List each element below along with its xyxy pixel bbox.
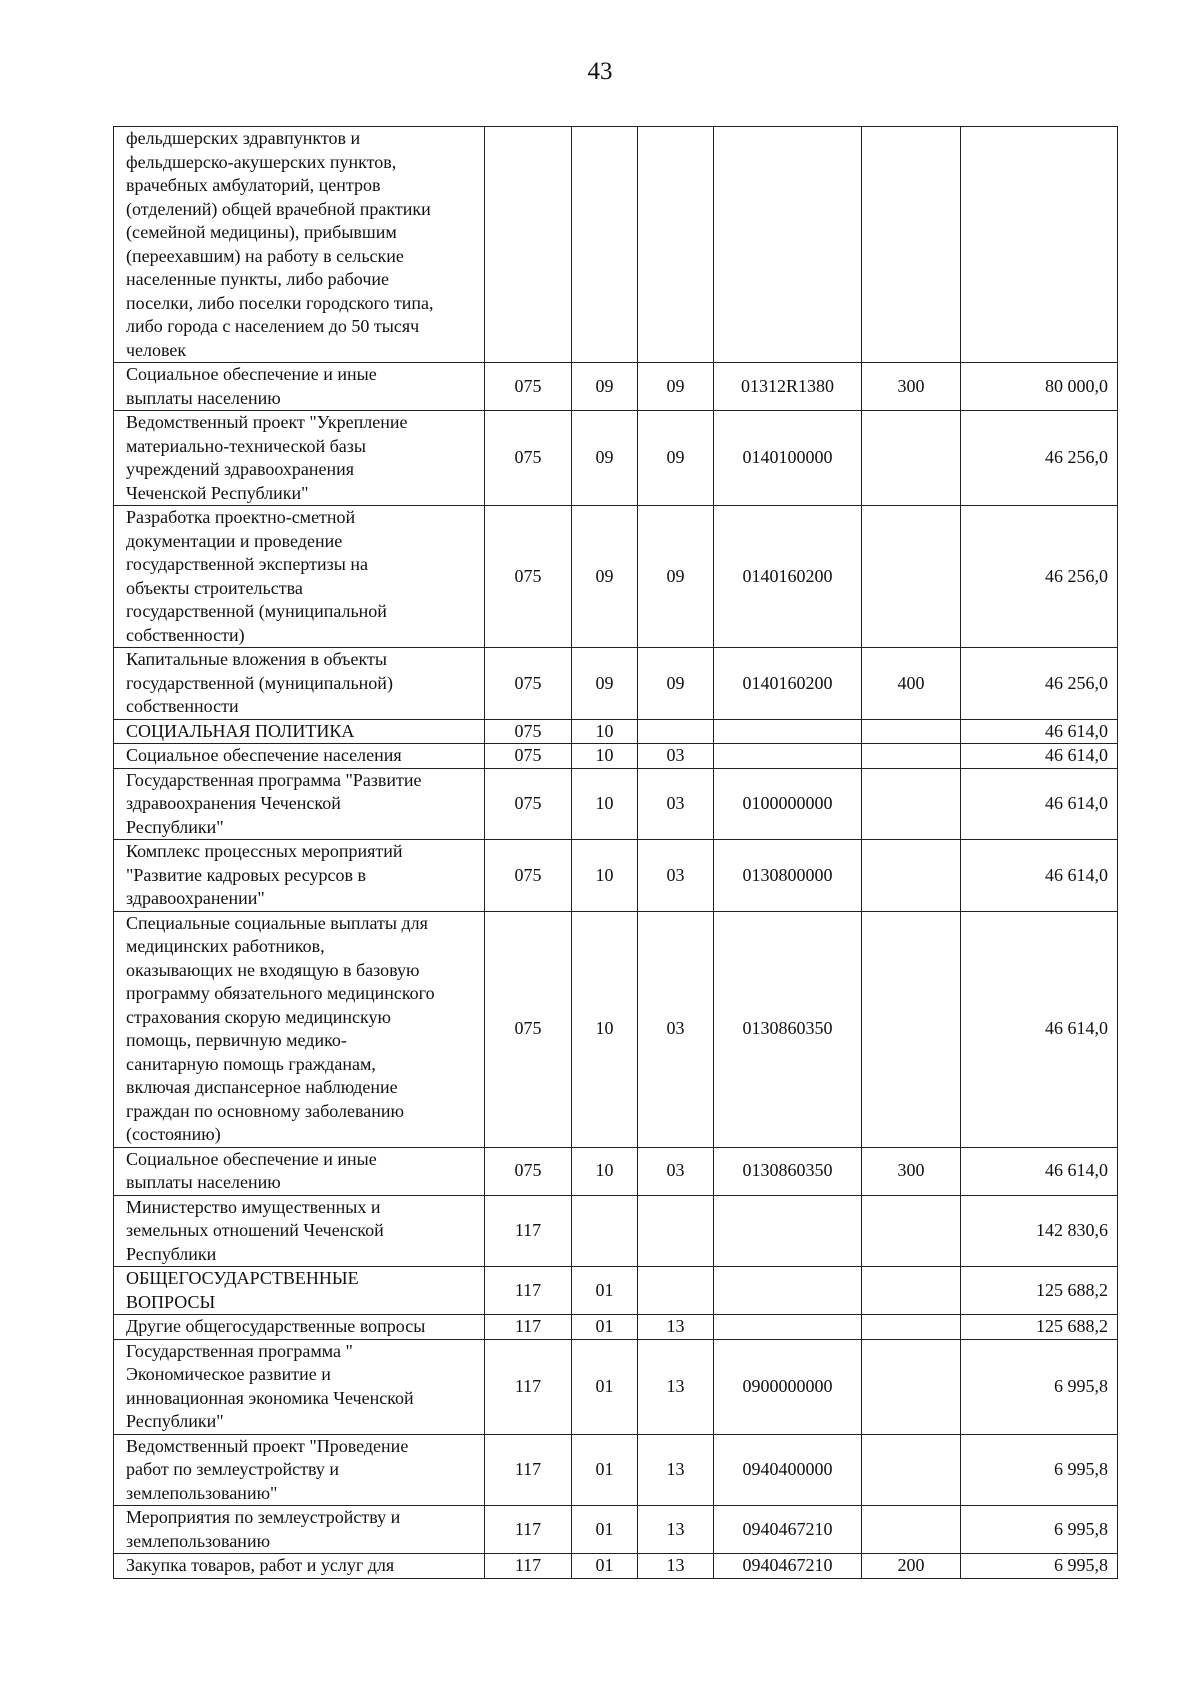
cell-target-article-code xyxy=(714,744,862,769)
item-name-line: Специальные социальные выплаты для xyxy=(126,912,428,933)
cell-section-code: 01 xyxy=(572,1434,638,1506)
item-name-line: Социальное обеспечение населения xyxy=(126,745,402,765)
cell-amount xyxy=(961,127,1118,363)
cell-ved-code: 117 xyxy=(485,1315,572,1340)
table-row xyxy=(114,1195,1118,1267)
cell-item-name xyxy=(114,1434,485,1506)
cell-ved-code: 117 xyxy=(485,1506,572,1554)
cell-target-article-code: 0130800000 xyxy=(714,840,862,912)
cell-section-code: 10 xyxy=(572,768,638,840)
cell-section-code: 10 xyxy=(572,840,638,912)
item-name-line: Ведомственный проект "Укрепление xyxy=(126,412,408,432)
item-name-line: материально-технической базы xyxy=(126,435,366,456)
cell-expense-type-code xyxy=(862,840,961,912)
cell-amount: 80 000,0 xyxy=(961,363,1118,411)
item-name-line: врачебных амбулаторий, центров xyxy=(126,175,381,195)
item-name-line: Республики" xyxy=(126,1411,224,1431)
cell-subsection-code xyxy=(638,719,714,744)
item-name-line: инновационная экономика Чеченской xyxy=(126,1387,414,1408)
cell-target-article-code: 0140160200 xyxy=(714,648,862,720)
cell-expense-type-code: 300 xyxy=(862,1147,961,1195)
cell-section-code: 01 xyxy=(572,1506,638,1554)
cell-section-code: 01 xyxy=(572,1339,638,1434)
cell-ved-code: 117 xyxy=(485,1434,572,1506)
page-number: 43 xyxy=(587,58,613,85)
cell-amount: 46 614,0 xyxy=(961,911,1118,1147)
cell-item-name xyxy=(114,127,485,363)
item-name-line: Ведомственный проект "Проведение xyxy=(126,1435,409,1456)
item-name-line: Другие общегосударственные вопросы xyxy=(126,1316,426,1336)
cell-subsection-code: 13 xyxy=(638,1339,714,1434)
item-name-line: Республики xyxy=(126,1243,217,1264)
cell-section-code: 09 xyxy=(572,363,638,411)
cell-ved-code: 075 xyxy=(485,506,572,648)
cell-ved-code: 075 xyxy=(485,1147,572,1195)
cell-ved-code: 075 xyxy=(485,411,572,506)
cell-ved-code xyxy=(485,127,572,363)
table-row xyxy=(114,648,1118,720)
cell-item-name xyxy=(114,911,485,1147)
cell-target-article-code xyxy=(714,1195,862,1267)
item-name-line: включая диспансерное наблюдение xyxy=(126,1077,398,1097)
cell-item-name xyxy=(114,1147,485,1195)
table-row xyxy=(114,1554,1118,1579)
item-name-line: собственности xyxy=(126,696,239,716)
item-name-line: (состоянию) xyxy=(126,1124,221,1144)
item-name-line: земельных отношений Чеченской xyxy=(126,1220,384,1240)
cell-amount: 46 614,0 xyxy=(961,768,1118,840)
cell-item-name xyxy=(114,1554,485,1579)
table-row xyxy=(114,1339,1118,1434)
item-name-line: медицинских работников, xyxy=(126,936,325,956)
cell-target-article-code: 0940467210 xyxy=(714,1554,862,1579)
item-name-line: граждан по основному заболеванию xyxy=(126,1100,404,1121)
item-name-line: выплаты населению xyxy=(126,1172,281,1192)
item-name-line: (отделений) общей врачебной практики xyxy=(126,198,431,219)
cell-expense-type-code xyxy=(862,1339,961,1434)
item-name-line: выплаты населению xyxy=(126,387,281,408)
table-row xyxy=(114,1434,1118,1506)
item-name-line: Государственная программа " xyxy=(126,1340,353,1361)
cell-expense-type-code: 400 xyxy=(862,648,961,720)
item-name-line: программу обязательного медицинского xyxy=(126,983,435,1003)
table-row xyxy=(114,1506,1118,1554)
cell-section-code: 01 xyxy=(572,1554,638,1579)
item-name-line: Министерство имущественных и xyxy=(126,1196,381,1217)
cell-ved-code: 117 xyxy=(485,1554,572,1579)
cell-expense-type-code xyxy=(862,411,961,506)
item-name-line: (семейной медицины), прибывшим xyxy=(126,222,397,242)
cell-section-code: 09 xyxy=(572,648,638,720)
table-row xyxy=(114,1315,1118,1340)
cell-section-code: 10 xyxy=(572,744,638,769)
table-row xyxy=(114,411,1118,506)
cell-subsection-code: 03 xyxy=(638,1147,714,1195)
table-row xyxy=(114,911,1118,1147)
item-name-line: Комплекс процессных мероприятий xyxy=(126,841,403,861)
cell-item-name xyxy=(114,1195,485,1267)
cell-ved-code: 075 xyxy=(485,911,572,1147)
cell-expense-type-code xyxy=(862,506,961,648)
item-name-line: работ по землеустройству и xyxy=(126,1459,340,1479)
item-name-line: Мероприятия по землеустройству и xyxy=(126,1507,401,1527)
cell-subsection-code: 03 xyxy=(638,744,714,769)
cell-ved-code: 075 xyxy=(485,840,572,912)
cell-section-code xyxy=(572,127,638,363)
cell-section-code xyxy=(572,1195,638,1267)
item-name-line: населенные пункты, либо рабочие xyxy=(126,269,390,289)
item-name-line: здравоохранении" xyxy=(126,888,265,908)
item-name-line: оказывающих не входящую в базовую xyxy=(126,959,420,980)
cell-expense-type-code: 200 xyxy=(862,1554,961,1579)
cell-item-name xyxy=(114,648,485,720)
cell-item-name xyxy=(114,719,485,744)
item-name-line: фельдшерско-акушерских пунктов, xyxy=(126,151,397,172)
cell-target-article-code: 0940467210 xyxy=(714,1506,862,1554)
cell-item-name xyxy=(114,1339,485,1434)
cell-section-code: 10 xyxy=(572,1147,638,1195)
cell-item-name xyxy=(114,840,485,912)
cell-subsection-code: 09 xyxy=(638,411,714,506)
cell-ved-code: 075 xyxy=(485,744,572,769)
item-name-line: объекты строительства xyxy=(126,577,303,598)
item-name-line: Закупка товаров, работ и услуг для xyxy=(126,1555,395,1575)
cell-expense-type-code xyxy=(862,1506,961,1554)
item-name-line: страхования скорую медицинскую xyxy=(126,1006,391,1027)
cell-target-article-code: 0900000000 xyxy=(714,1339,862,1434)
cell-expense-type-code xyxy=(862,911,961,1147)
cell-ved-code: 075 xyxy=(485,648,572,720)
item-name-line: Чеченской Республики" xyxy=(126,482,309,503)
cell-section-code: 01 xyxy=(572,1267,638,1315)
budget-table xyxy=(113,126,1118,1579)
table-row xyxy=(114,1267,1118,1315)
cell-amount: 6 995,8 xyxy=(961,1339,1118,1434)
item-name-line: здравоохранения Чеченской xyxy=(126,793,341,813)
table-row xyxy=(114,744,1118,769)
cell-amount: 46 614,0 xyxy=(961,719,1118,744)
cell-target-article-code: 0130860350 xyxy=(714,911,862,1147)
item-name-line: государственной (муниципальной xyxy=(126,601,387,621)
cell-section-code: 10 xyxy=(572,911,638,1147)
item-name-line: помощь, первичную медико- xyxy=(126,1030,347,1050)
cell-target-article-code: 0140100000 xyxy=(714,411,862,506)
item-name-line: человек xyxy=(126,339,187,360)
cell-amount: 125 688,2 xyxy=(961,1267,1118,1315)
table-row xyxy=(114,363,1118,411)
item-name-line: Государственная программа "Развитие xyxy=(126,769,422,790)
item-name-line: Разработка проектно-сметной xyxy=(126,507,356,527)
cell-ved-code: 075 xyxy=(485,768,572,840)
cell-expense-type-code xyxy=(862,1195,961,1267)
cell-expense-type-code: 300 xyxy=(862,363,961,411)
item-name-line: землепользованию xyxy=(126,1530,271,1551)
cell-amount: 46 614,0 xyxy=(961,744,1118,769)
cell-expense-type-code xyxy=(862,1315,961,1340)
cell-amount: 6 995,8 xyxy=(961,1554,1118,1579)
item-name-line: Социальное обеспечение и иные xyxy=(126,1148,377,1169)
cell-subsection-code: 03 xyxy=(638,911,714,1147)
item-name-line: землепользованию" xyxy=(126,1482,278,1503)
cell-target-article-code xyxy=(714,127,862,363)
item-name-line: ВОПРОСЫ xyxy=(126,1291,216,1312)
cell-subsection-code: 09 xyxy=(638,506,714,648)
cell-item-name xyxy=(114,363,485,411)
cell-subsection-code: 13 xyxy=(638,1315,714,1340)
cell-section-code: 09 xyxy=(572,411,638,506)
cell-ved-code: 075 xyxy=(485,363,572,411)
cell-subsection-code xyxy=(638,127,714,363)
item-name-line: учреждений здравоохранения xyxy=(126,459,355,479)
cell-target-article-code: 0130860350 xyxy=(714,1147,862,1195)
cell-subsection-code: 03 xyxy=(638,840,714,912)
item-name-line: "Развитие кадровых ресурсов в xyxy=(126,864,366,885)
table-row xyxy=(114,719,1118,744)
table-row xyxy=(114,127,1118,363)
cell-item-name xyxy=(114,744,485,769)
cell-section-code: 01 xyxy=(572,1315,638,1340)
cell-amount: 46 614,0 xyxy=(961,840,1118,912)
cell-amount: 6 995,8 xyxy=(961,1506,1118,1554)
cell-subsection-code: 09 xyxy=(638,363,714,411)
item-name-line: ОБЩЕГОСУДАРСТВЕННЫЕ xyxy=(126,1268,359,1288)
cell-subsection-code: 09 xyxy=(638,648,714,720)
item-name-line: Республики" xyxy=(126,816,224,837)
cell-item-name xyxy=(114,768,485,840)
item-name-line: СОЦИАЛЬНАЯ ПОЛИТИКА xyxy=(126,720,355,741)
cell-amount: 46 256,0 xyxy=(961,506,1118,648)
table-row xyxy=(114,506,1118,648)
table-body xyxy=(114,127,1118,1579)
cell-ved-code: 117 xyxy=(485,1339,572,1434)
cell-subsection-code: 13 xyxy=(638,1506,714,1554)
cell-amount: 46 256,0 xyxy=(961,648,1118,720)
cell-subsection-code: 03 xyxy=(638,768,714,840)
item-name-line: либо города с населением до 50 тысяч xyxy=(126,316,420,336)
cell-expense-type-code xyxy=(862,1434,961,1506)
cell-ved-code: 075 xyxy=(485,719,572,744)
cell-amount: 46 614,0 xyxy=(961,1147,1118,1195)
cell-subsection-code xyxy=(638,1195,714,1267)
item-name-line: документации и проведение xyxy=(126,530,343,551)
table-row xyxy=(114,1147,1118,1195)
cell-amount: 125 688,2 xyxy=(961,1315,1118,1340)
cell-item-name xyxy=(114,1506,485,1554)
cell-item-name xyxy=(114,411,485,506)
cell-expense-type-code xyxy=(862,719,961,744)
cell-ved-code: 117 xyxy=(485,1195,572,1267)
cell-target-article-code: 0100000000 xyxy=(714,768,862,840)
cell-expense-type-code xyxy=(862,768,961,840)
cell-ved-code: 117 xyxy=(485,1267,572,1315)
cell-target-article-code xyxy=(714,719,862,744)
cell-section-code: 10 xyxy=(572,719,638,744)
cell-section-code: 09 xyxy=(572,506,638,648)
cell-subsection-code xyxy=(638,1267,714,1315)
cell-item-name xyxy=(114,1315,485,1340)
item-name-line: государственной (муниципальной) xyxy=(126,672,393,693)
cell-expense-type-code xyxy=(862,1267,961,1315)
item-name-line: собственности) xyxy=(126,624,245,645)
item-name-line: (переехавшим) на работу в сельские xyxy=(126,245,404,266)
cell-amount: 142 830,6 xyxy=(961,1195,1118,1267)
cell-item-name xyxy=(114,1267,485,1315)
item-name-line: государственной экспертизы на xyxy=(126,554,369,574)
cell-target-article-code xyxy=(714,1315,862,1340)
item-name-line: Капитальные вложения в объекты xyxy=(126,649,387,669)
item-name-line: поселки, либо поселки городского типа, xyxy=(126,292,434,313)
cell-subsection-code: 13 xyxy=(638,1434,714,1506)
cell-subsection-code: 13 xyxy=(638,1554,714,1579)
cell-amount: 6 995,8 xyxy=(961,1434,1118,1506)
cell-expense-type-code xyxy=(862,744,961,769)
cell-expense-type-code xyxy=(862,127,961,363)
cell-target-article-code: 0940400000 xyxy=(714,1434,862,1506)
table-row xyxy=(114,840,1118,912)
cell-amount: 46 256,0 xyxy=(961,411,1118,506)
table-row xyxy=(114,768,1118,840)
item-name-line: фельдшерских здравпунктов и xyxy=(126,128,361,148)
cell-target-article-code: 01312R1380 xyxy=(714,363,862,411)
item-name-line: санитарную помощь гражданам, xyxy=(126,1053,376,1074)
item-name-line: Экономическое развитие и xyxy=(126,1364,331,1384)
cell-target-article-code xyxy=(714,1267,862,1315)
item-name-line: Социальное обеспечение и иные xyxy=(126,364,377,384)
cell-target-article-code: 0140160200 xyxy=(714,506,862,648)
cell-item-name xyxy=(114,506,485,648)
